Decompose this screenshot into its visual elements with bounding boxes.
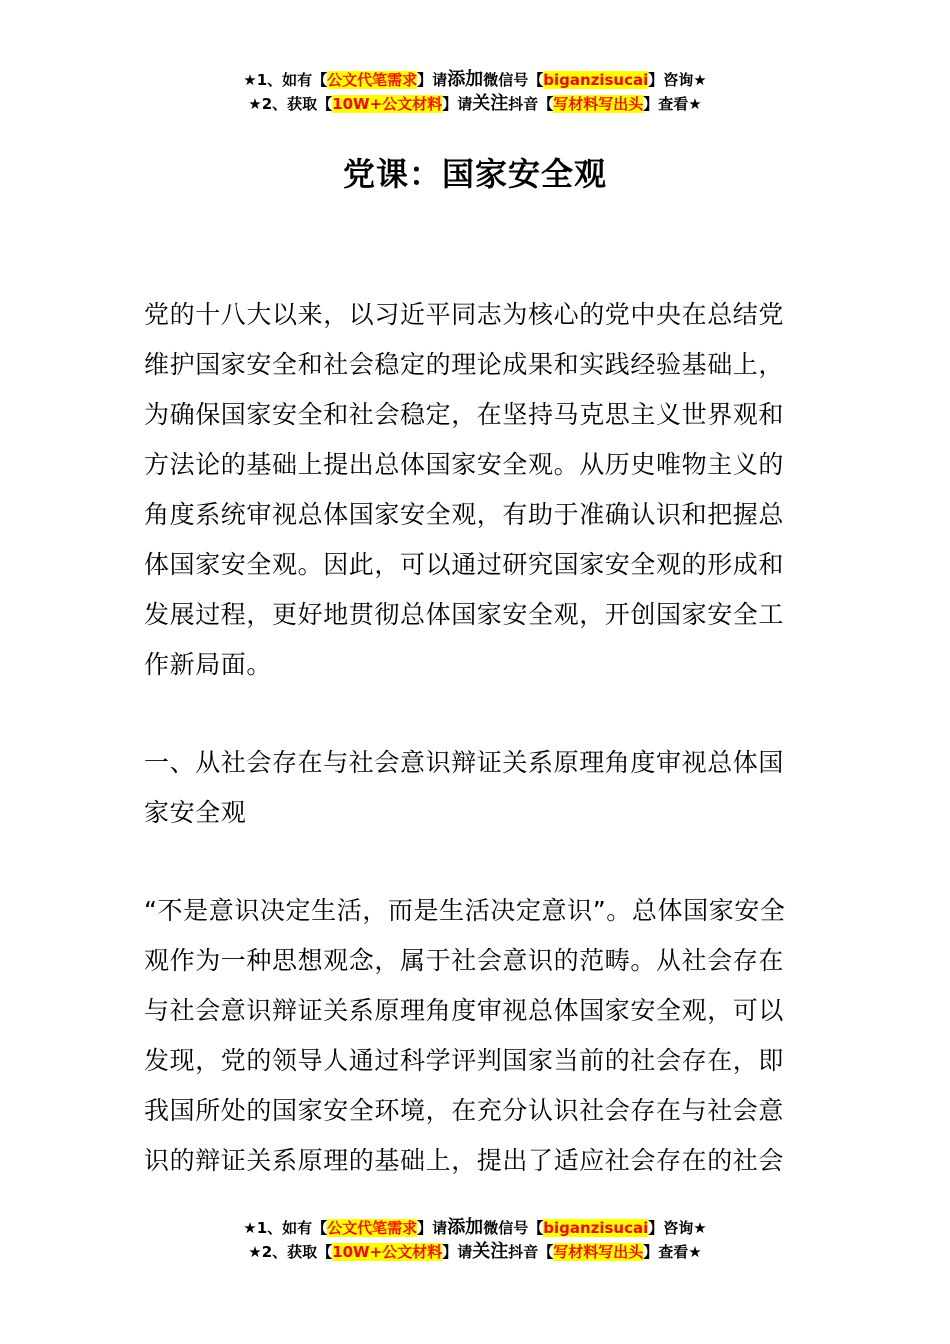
banner-text: 】请 <box>417 71 448 89</box>
banner-text: 】咨询★ <box>648 1219 707 1237</box>
banner-text: 抖音【 <box>508 1243 554 1261</box>
banner-line-2 <box>0 92 950 116</box>
banner-text: ★1、如有【 <box>243 71 328 89</box>
banner-text: 】查看★ <box>643 1243 702 1261</box>
banner-text: 】查看★ <box>643 95 702 113</box>
banner-text: 抖音【 <box>508 95 554 113</box>
banner-text: ★1、如有【 <box>243 1219 328 1237</box>
footer-banner <box>0 1216 950 1264</box>
banner-highlight: biganzisucai <box>543 71 649 89</box>
banner-emphasis: 添加 <box>447 1217 484 1238</box>
banner-highlight: 10W+公文材料 <box>332 95 443 113</box>
banner-line-1 <box>0 1216 950 1240</box>
paragraph: “不是意识决定生活，而是生活决定意识”。总体国家安全观作为一种思想观念，属于社会意识的范畴。从社会存在与社会意识辩证关系原理角度审视总体国家安全观，可以发现，党的领导人通过科学评判国家当前的社会存在，即我国所处的国家安全环境，在充分认识社会存在与社会意识的辩证关系原理的基础上，提出了适应社会存在的社会 <box>144 896 786 1175</box>
banner-line-2 <box>0 1240 950 1264</box>
banner-text: ★2、获取【 <box>248 1243 333 1261</box>
section-heading: 一、从社会存在与社会意识辩证关系原理角度审视总体国家安全观 <box>144 748 785 827</box>
paragraph: 党的十八大以来，以习近平同志为核心的党中央在总结党维护国家安全和社会稳定的理论成果和实践经验基础上，为确保国家安全和社会稳定，在坚持马克思主义世界观和方法论的基础上提出总体国家安全观。从历史唯物主义的角度系统审视总体国家安全观，有助于准确认识和把握总体国家安全观。因此，可以通过研究国家安全观的形成和发展过程，更好地贯彻总体国家安全观，开创国家安全工作新局面。 <box>144 300 785 679</box>
banner-text: ★2、获取【 <box>248 95 333 113</box>
banner-highlight: biganzisucai <box>543 1219 649 1237</box>
banner-highlight: 10W+公文材料 <box>332 1243 443 1261</box>
banner-highlight: 写材料写出头 <box>553 1243 644 1261</box>
banner-highlight: 公文代笔需求 <box>327 1219 418 1237</box>
banner-text: 】咨询★ <box>648 71 707 89</box>
banner-highlight: 写材料写出头 <box>553 95 644 113</box>
document-title: 党课：国家安全观 <box>342 155 607 193</box>
banner-highlight: 公文代笔需求 <box>327 71 418 89</box>
banner-emphasis: 关注 <box>472 93 509 114</box>
banner-emphasis: 添加 <box>447 69 484 90</box>
banner-text: 】请 <box>442 95 473 113</box>
banner-line-1 <box>0 68 950 92</box>
banner-text: 】请 <box>417 1219 448 1237</box>
banner-emphasis: 关注 <box>472 1241 509 1262</box>
banner-text: 】请 <box>442 1243 473 1261</box>
banner-text: 微信号【 <box>483 1219 544 1237</box>
banner-text: 微信号【 <box>483 71 544 89</box>
header-banner <box>0 68 950 116</box>
